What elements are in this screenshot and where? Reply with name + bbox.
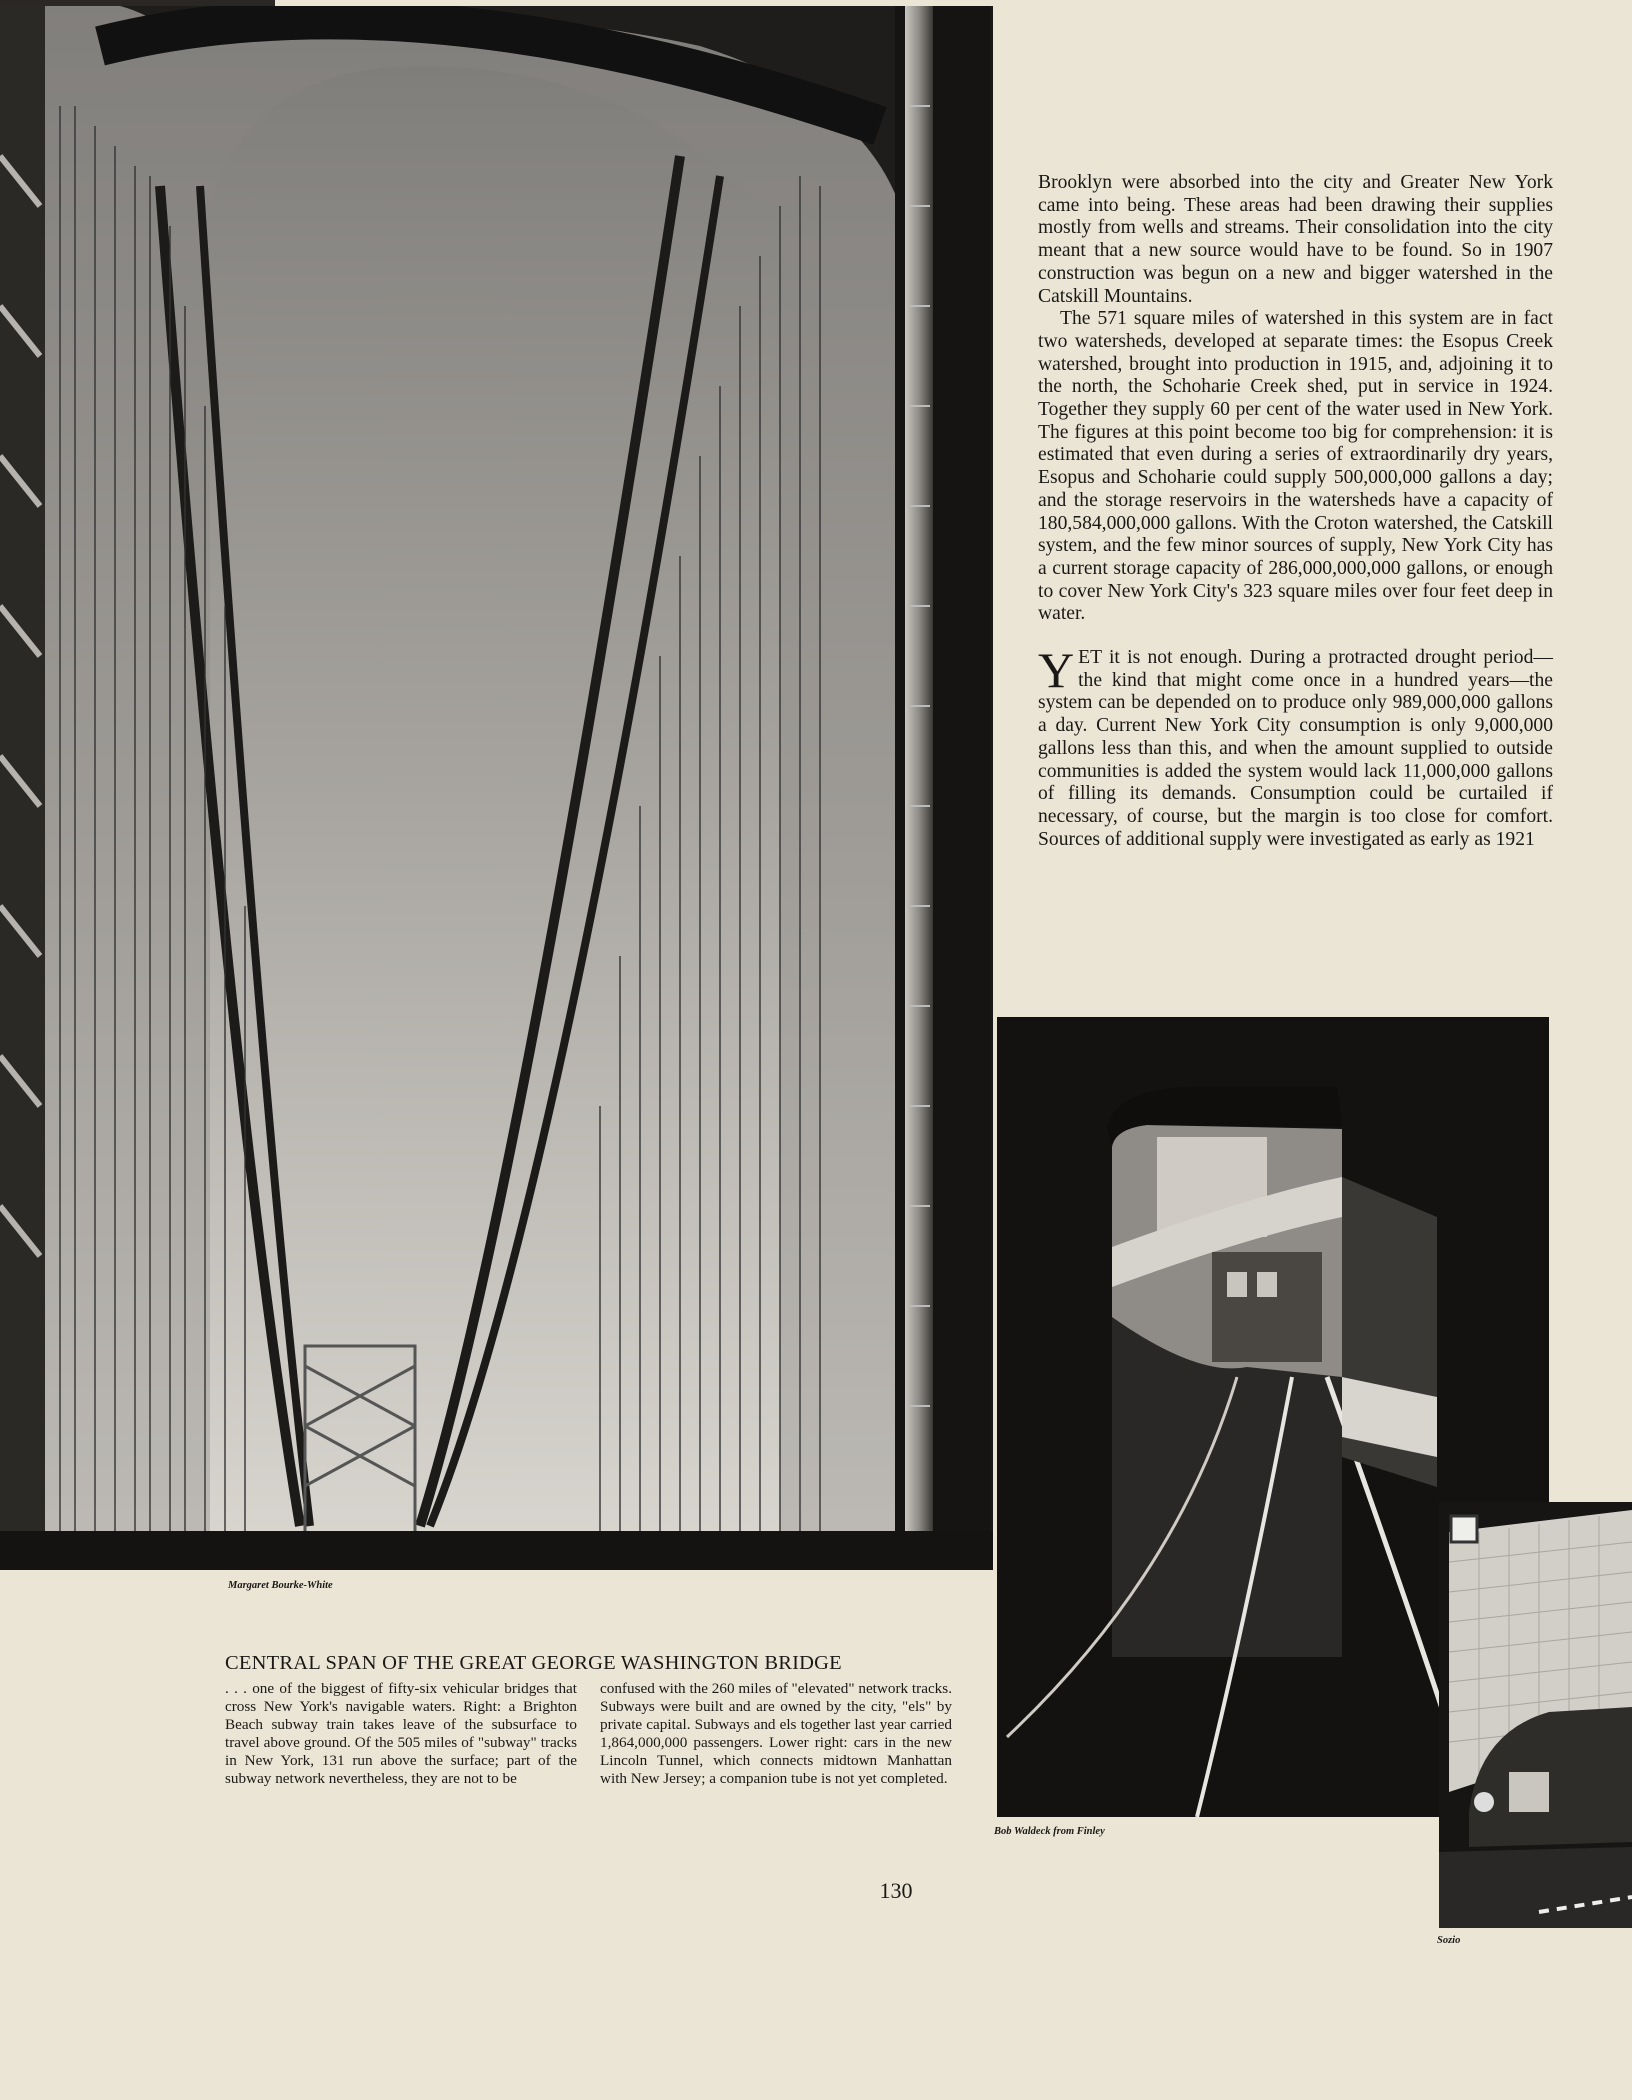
caption-headline: CENTRAL SPAN OF THE GREAT GEORGE WASHINGTON BRIDGE (225, 1652, 842, 1674)
caption-text: . . . one of the biggest of fifty-six vehicular bridges that cross New York's navigable waters. Right: a Brighton Beach subway train takes leave of the subsurface to travel above ground. Of the 505 miles of "subway" tracks in New York, 131 run above the surface; part of the subway network nevertheless, they are not to be (225, 1680, 577, 1787)
article-paragraph: The 571 square miles of watershed in this system are in fact two watersheds, developed at separate times: the Esopus Creek watershed, brought into production in 1915, and, adjoining it to the north, the Schoharie Creek shed, put in service in 1924. Together they supply 60 per cent of the water used in New York. The figures at this point become too big for comprehension: it is estimated that even during a series of extraordinarily dry years, Esopus and Schoharie could supply 500,000,000 gallons a day; and the storage reservoirs in the watersheds have a capacity of 180,584,000,000 gallons. With the Croton watershed, the Catskill system, and the few minor sources of supply, New York City has a current storage capacity of 286,000,000,000 gallons, or enough to cover New York City's 323 square miles over four feet deep in water. (1038, 308, 1553, 625)
drop-cap: Y (1038, 642, 1075, 699)
caption-column-2 (600, 1680, 952, 1787)
tunnel-photo-credit: Sozio (1437, 1935, 1461, 1946)
bridge-photo-credit: Margaret Bourke-White (228, 1580, 333, 1591)
tunnel-illustration (1439, 1502, 1632, 1928)
bridge-photo (0, 6, 993, 1570)
bridge-illustration (0, 6, 993, 1570)
tunnel-photo (1439, 1502, 1632, 1928)
article-section-paragraph (1038, 642, 1553, 851)
page-number: 130 (879, 1878, 913, 1903)
article-body (1038, 172, 1553, 851)
article-paragraph: Brooklyn were absorbed into the city and Greater New York came into being. These areas had been drawing their supplies mostly from wells and streams. Their consolidation into the city meant that a new source would have to be found. So in 1907 construction was begun on a new and bigger watershed in the Catskill Mountains. (1038, 172, 1553, 307)
caption-column-1 (225, 1680, 577, 1787)
subway-photo-credit: Bob Waldeck from Finley (994, 1826, 1105, 1837)
caption-text: confused with the 260 miles of "elevated" network tracks. Subways were built and are owned by the city, "els" by private capital. Subways and els together last year carried 1,864,000,000 passengers. Lower right: cars in the new Lincoln Tunnel, which connects midtown Manhattan with New Jersey; a companion tube is not yet completed. (600, 1680, 952, 1787)
article-section-text: ET it is not enough. During a protracted drought period—the kind that might come once in a hundred years—the system can be depended on to produce only 989,000,000 gallons a day. Current New York City consumption is only 9,000,000 gallons less than this, and when the amount supplied to outside communities is added the system would lack 11,000,000 gallons of filling its demands. Consumption could be curtailed if necessary, of course, but the margin is too close for comfort. Sources of additional supply were investigated as early as 1921 (1038, 647, 1553, 850)
